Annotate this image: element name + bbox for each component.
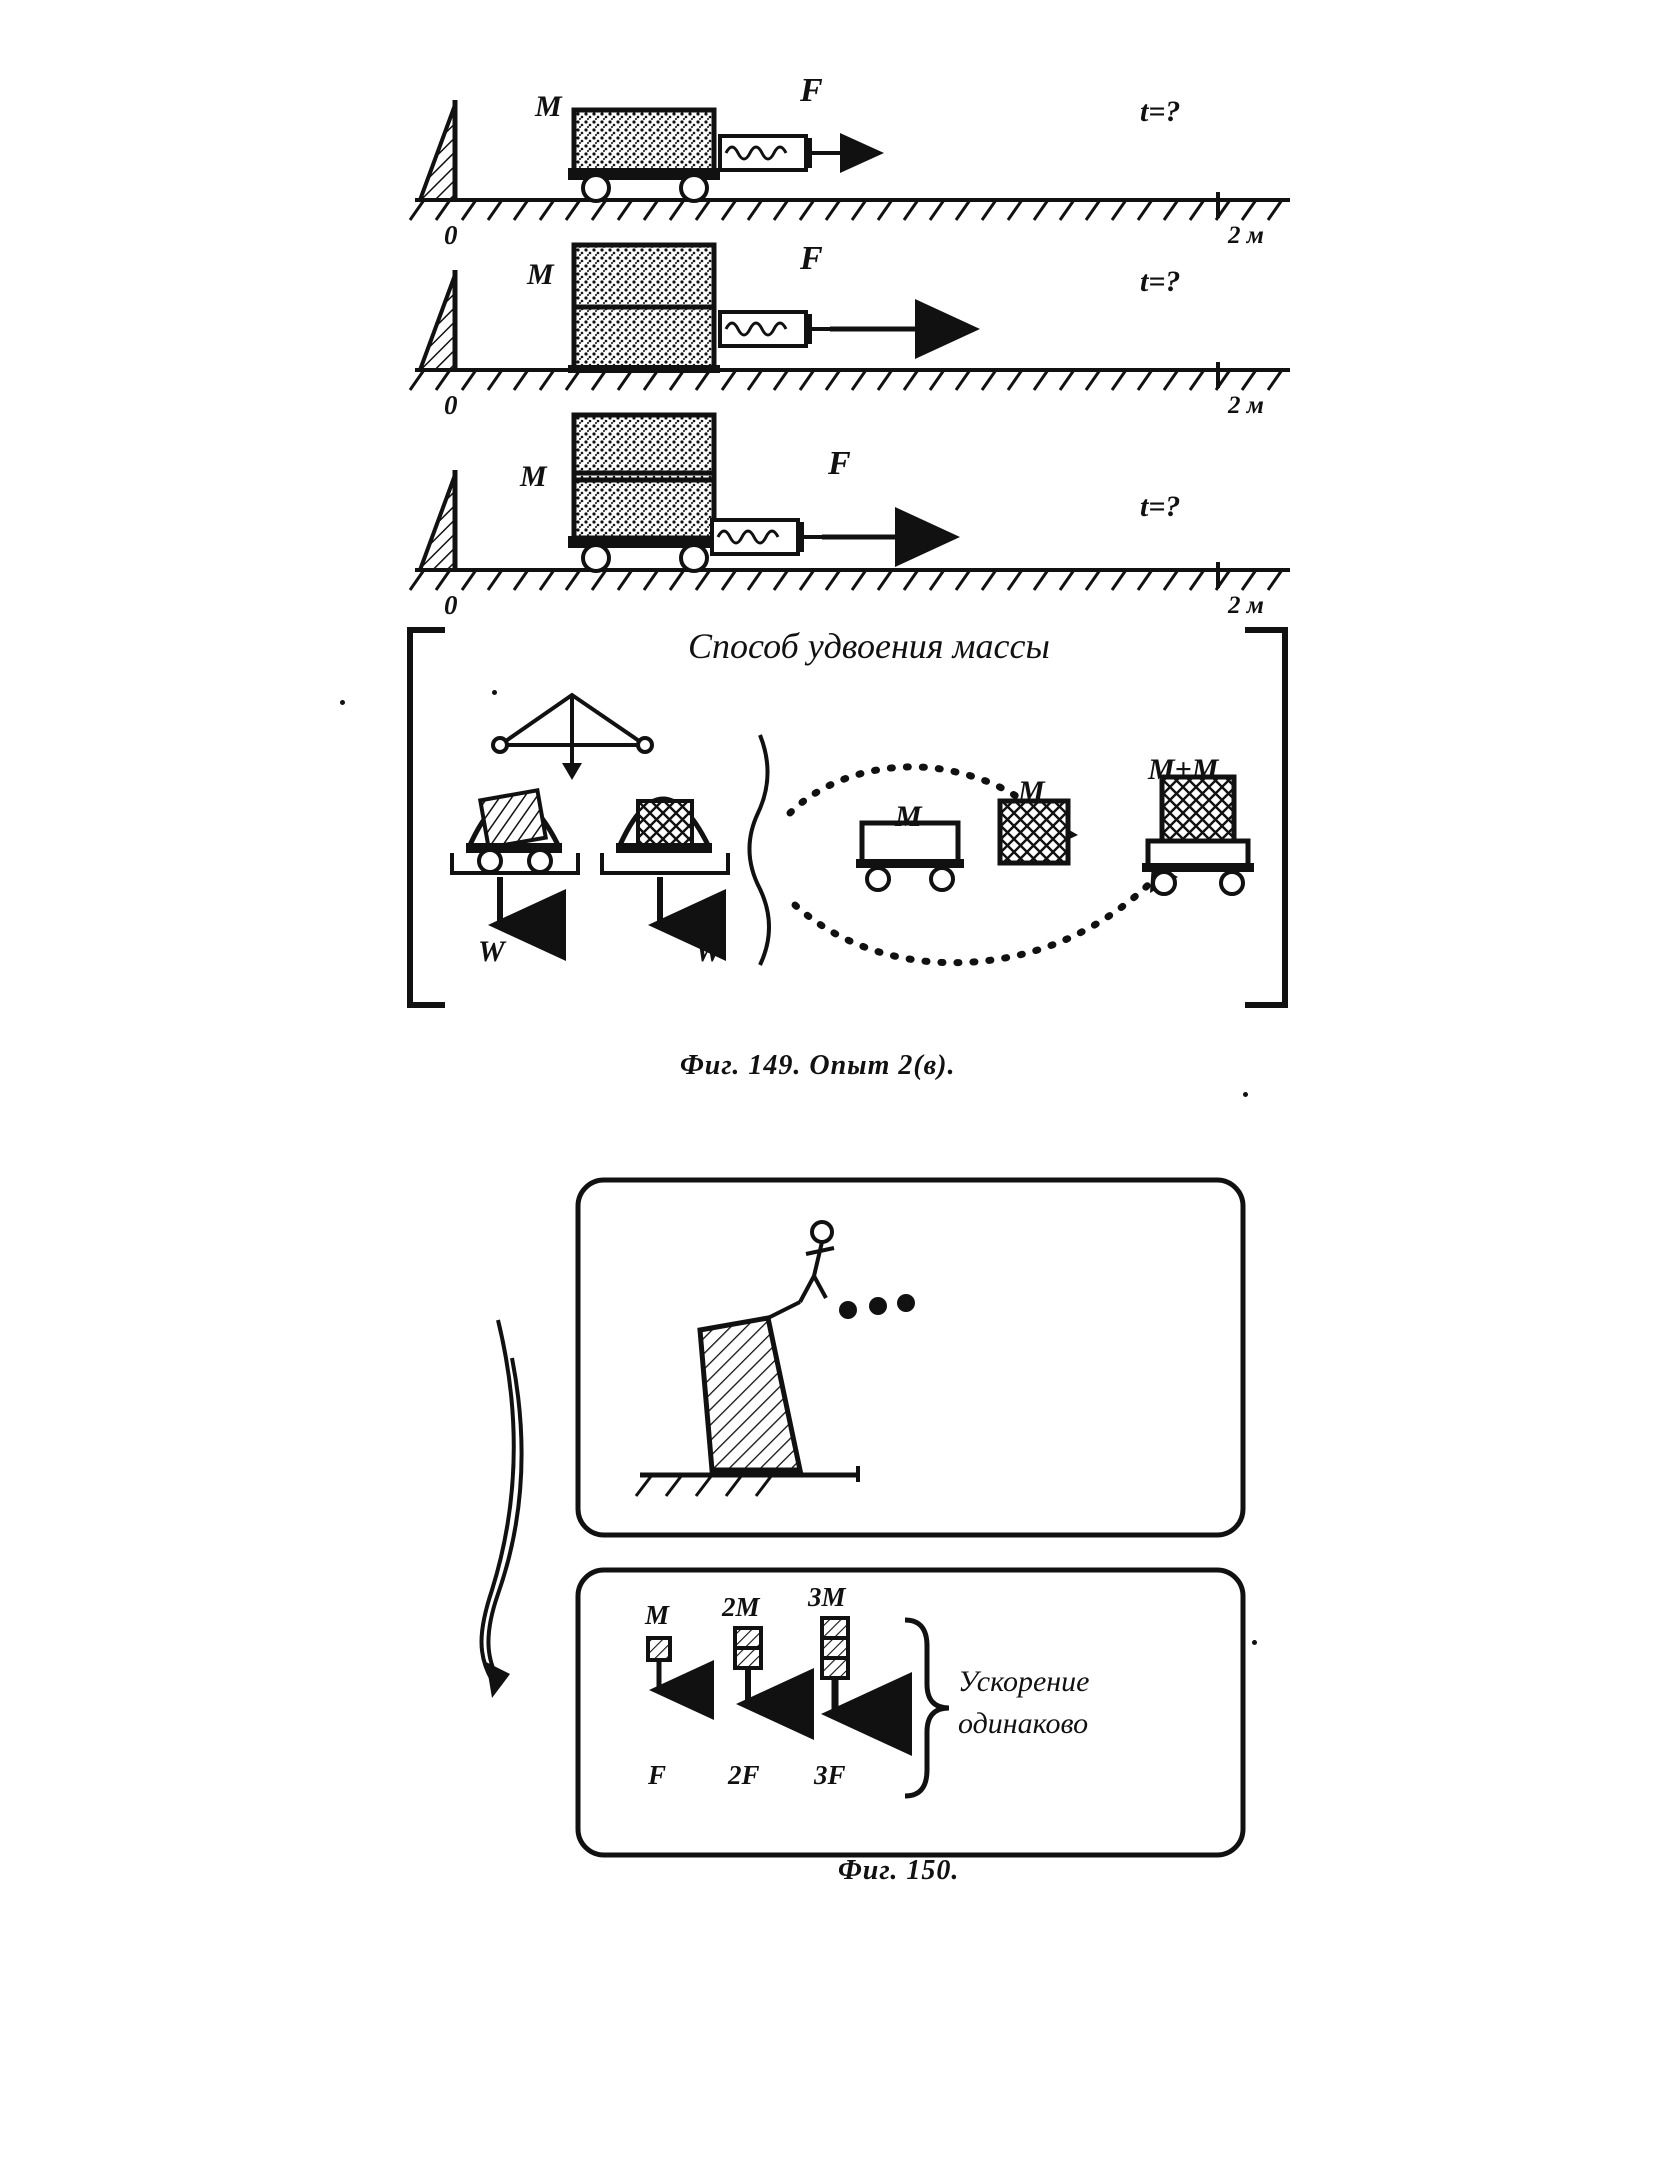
row3-mass-label: M <box>520 460 547 493</box>
figure-150-mass-label-1: M <box>645 1600 670 1630</box>
row1-origin-label: 0 <box>444 220 458 250</box>
figure-150 <box>0 1170 1669 1930</box>
page-speck <box>340 700 345 705</box>
mass-column-1 <box>648 1638 670 1690</box>
acceleration-note-line2: одинаково <box>958 1707 1089 1740</box>
acceleration-note-line1: Ускорение <box>958 1665 1090 1698</box>
row3-force-label: F <box>828 445 851 482</box>
row3-time-label: t=? <box>1140 490 1181 523</box>
row1-mass-label: M <box>535 90 562 123</box>
figure-149-tracks <box>0 40 1669 640</box>
figure-150-force-label-3: 3F <box>814 1760 846 1790</box>
panel-weight-right-label: W <box>695 935 722 968</box>
panel-title: Способ удвоения массы <box>688 626 1050 666</box>
row2-mass-label: M <box>527 258 554 291</box>
stick-figure <box>768 1222 834 1318</box>
row1-distance-label: 2 м <box>1228 222 1264 249</box>
page-speck <box>1243 1092 1248 1097</box>
mass-column-2 <box>735 1628 761 1704</box>
row3-origin-label: 0 <box>444 590 458 620</box>
panel-weight-left-label: W <box>478 935 505 968</box>
mass-column-3 <box>822 1618 848 1714</box>
figure-150-mass-label-3: 3M <box>808 1582 846 1612</box>
figure-149-caption: Фиг. 149. Опыт 2(в). <box>680 1050 956 1081</box>
figure-150-force-label-2: 2F <box>728 1760 760 1790</box>
figure-150-mass-label-2: 2M <box>722 1592 760 1622</box>
panel-block-mass-label: M <box>1018 775 1045 808</box>
row1-time-label: t=? <box>1140 95 1181 128</box>
row2-origin-label: 0 <box>444 390 458 420</box>
row2-force-label: F <box>800 240 823 277</box>
panel-left-scene <box>452 695 728 925</box>
panel-block-M <box>1000 801 1068 863</box>
row3-distance-label: 2 м <box>1228 592 1264 619</box>
panel-cart-mass-label: M <box>895 800 922 833</box>
figure-149-panel <box>0 605 1669 1065</box>
row2-distance-label: 2 м <box>1228 392 1264 419</box>
panel-combined-mass-label: M+M <box>1148 753 1219 786</box>
row2-time-label: t=? <box>1140 265 1181 298</box>
panel-cart-combined <box>1142 777 1254 894</box>
figure-150-force-label-1: F <box>648 1760 667 1790</box>
panel-dotted-arrows <box>790 767 1178 963</box>
figure-150-caption: Фиг. 150. <box>838 1855 960 1886</box>
row1-force-label: F <box>800 72 823 109</box>
page-speck <box>492 690 497 695</box>
